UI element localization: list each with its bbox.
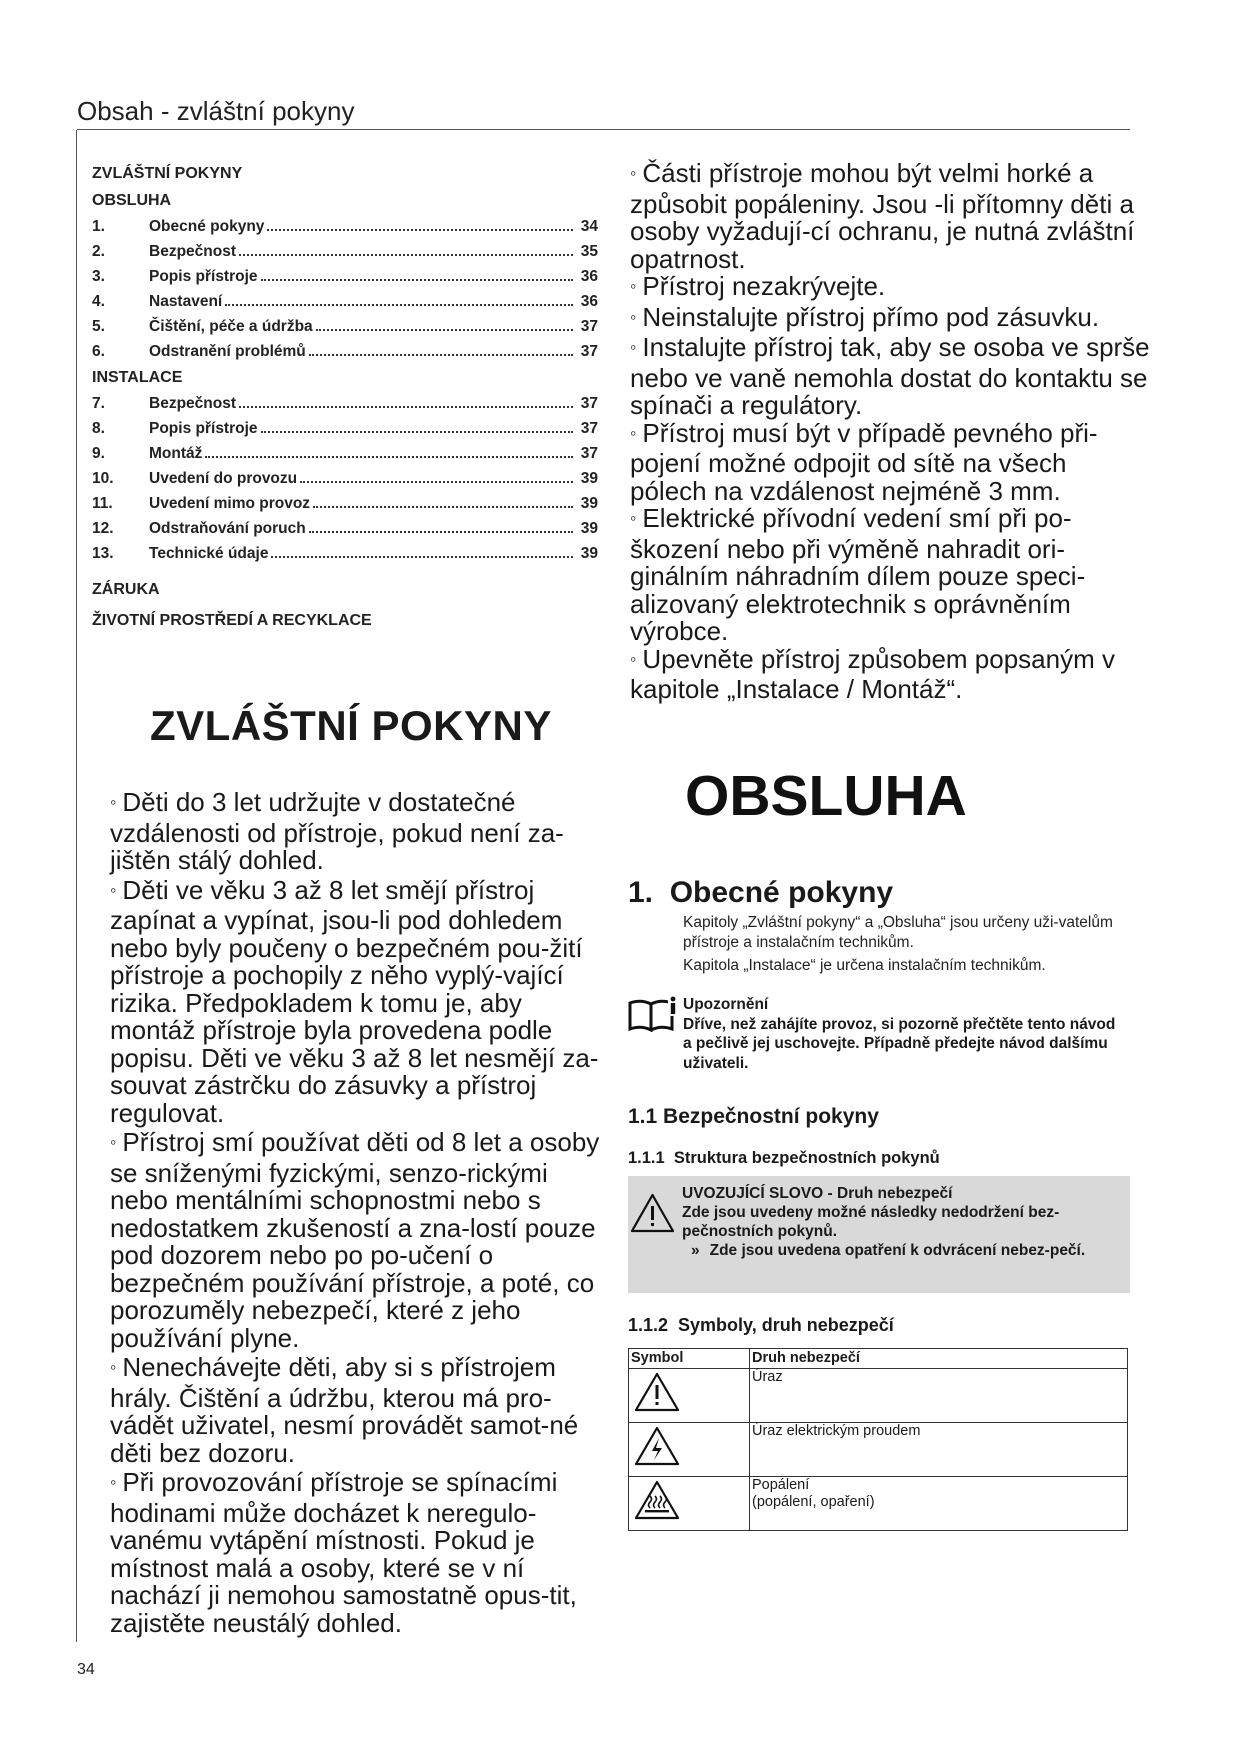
hazard-label: Úraz: [752, 1369, 783, 1385]
bullet-marker: ◦: [630, 648, 637, 669]
section-1-paragraph-2: Kapitola „Instalace“ je určena instalačním technikům.: [683, 957, 1046, 974]
toc-item-page: 37: [580, 318, 598, 335]
toc-item-number: 7.: [92, 395, 105, 412]
toc-leader-dots: [300, 467, 573, 483]
hazard-cell: [750, 1369, 1128, 1423]
toc-item-title: Uvedení do provozu: [149, 470, 298, 487]
list-item-text: Instalujte přístroj tak, aby se osoba ve sprše nebo ve vaně nemohla dostat do kontaktu se spínači a regulátory.: [630, 332, 1150, 420]
bullet-marker: ◦: [110, 879, 117, 900]
toc-item-title: Montáž: [149, 445, 203, 462]
info-book-icon: [627, 996, 679, 1032]
bullet-marker: ◦: [110, 1132, 117, 1152]
toc-item-title: Popis přístroje: [149, 268, 258, 285]
toc-item[interactable]: [92, 239, 598, 264]
toc-item-number: 8.: [92, 420, 105, 437]
warning-measure-text: Zde jsou uvedena opatření k odvrácení nebez-pečí.: [709, 1242, 1086, 1259]
toc-item[interactable]: [92, 264, 598, 289]
toc-item-page: 35: [580, 243, 598, 260]
list-item: [110, 874, 610, 1128]
table-row: [629, 1369, 1128, 1423]
toc-section-environment[interactable]: ŽIVOTNÍ PROSTŘEDÍ A RECYKLACE: [92, 612, 372, 629]
operation-title: OBSLUHA: [685, 764, 967, 828]
toc-leader-dots: [239, 392, 573, 408]
special-instructions-right-list: [630, 160, 1150, 704]
page-number: 34: [77, 1661, 95, 1678]
toc-item-number: 4.: [92, 293, 105, 310]
warning-measure: [682, 1241, 1122, 1260]
toc-item-title: Popis přístroje: [149, 420, 258, 437]
list-item: [110, 1354, 610, 1467]
bullet-marker: ◦: [630, 508, 637, 528]
bullet-marker: ◦: [630, 163, 637, 183]
list-item-text: Části přístroje mohou být velmi horké a způsobit popáleniny. Jsou -li přítomny děti a osoby vyžadují-cí ochranu, je nutná zvláštní opatrnost.: [630, 158, 1135, 274]
toc-item-number: 1.: [92, 218, 105, 235]
symbols-table: [628, 1348, 1128, 1531]
bullet-marker: ◦: [110, 792, 117, 812]
symbols-table-header-symbol: Symbol: [629, 1349, 750, 1369]
toc-leader-dots: [261, 417, 573, 433]
toc-item-number: 9.: [92, 445, 105, 462]
toc-item-number: 2.: [92, 243, 105, 260]
symbols-table-header-hazard: Druh nebezpečí: [750, 1349, 1128, 1369]
toc-leader-dots: [267, 215, 573, 231]
list-item: [630, 417, 1150, 506]
toc-item[interactable]: [92, 466, 598, 491]
toc-section-installation[interactable]: INSTALACE: [92, 369, 183, 386]
toc-item[interactable]: [92, 541, 598, 566]
toc-item-number: 12.: [92, 520, 114, 537]
toc-leader-dots: [205, 442, 573, 458]
toc-leader-dots: [225, 290, 573, 306]
list-item: [630, 643, 1150, 704]
toc-item-page: 36: [580, 268, 598, 285]
toc-item-title: Technické údaje: [149, 545, 269, 562]
list-item-text: Upevněte přístroj způsobem popsaným v kapitole „Instalace / Montáž“.: [630, 643, 1115, 704]
toc-item-page: 37: [580, 395, 598, 412]
symbol-cell: [629, 1423, 750, 1477]
toc-item-page: 39: [580, 495, 598, 512]
toc-item[interactable]: [92, 441, 598, 466]
list-item-text: Přístroj musí být v případě pevného při-pojení možné odpojit od sítě na všech pólech na vzdálenost nejméně 3 mm.: [630, 417, 1098, 506]
list-item: [110, 1469, 610, 1637]
list-item: [110, 789, 610, 875]
list-item-text: Děti do 3 let udržujte v dostatečné vzdálenosti od přístroje, pokud není za-jištěn stálý dohled.: [110, 787, 564, 875]
toc-item[interactable]: [92, 314, 598, 339]
hazard-label: Úraz elektrickým proudem: [752, 1423, 921, 1439]
table-row: [629, 1477, 1128, 1531]
hazard-note: (popálení, opaření): [752, 1494, 875, 1510]
toc-item[interactable]: [92, 289, 598, 314]
toc-item-page: 39: [580, 520, 598, 537]
toc-item[interactable]: [92, 339, 598, 364]
left-margin-divider: [76, 130, 77, 1642]
section-1-paragraph-1: Kapitoly „Zvláštní pokyny“ a „Obsluha“ jsou určeny uži-vatelům přístroje a instalačním technikům.: [683, 914, 1113, 951]
toc-leader-dots: [271, 542, 573, 558]
toc-item-page: 37: [580, 343, 598, 360]
toc-section-operation[interactable]: OBSLUHA: [92, 192, 172, 209]
toc-item-page: 36: [580, 293, 598, 310]
list-item: [110, 1129, 610, 1352]
note-block: [683, 995, 1123, 1073]
toc-section-warranty[interactable]: ZÁRUKA: [92, 581, 160, 598]
toc-section-special[interactable]: ZVLÁŠTNÍ POKYNY: [92, 165, 243, 182]
note-text: Dříve, než zahájíte provoz, si pozorně přečtěte tento návod a pečlivě jej uschovejte. Případně předejte návod dalšímu uživateli.: [683, 1015, 1116, 1072]
bullet-marker: ◦: [110, 1357, 117, 1377]
list-item-text: Nenechávejte děti, aby si s přístrojem hrály. Čištění a údržbu, kterou má pro-vádět uživatel, nesmí provádět samot-né děti bez dozoru.: [110, 1352, 579, 1468]
symbol-cell: [629, 1369, 750, 1423]
toc-item-page: 37: [580, 445, 598, 462]
toc-item-number: 3.: [92, 268, 105, 285]
list-item: [630, 505, 1150, 646]
toc-item-page: 34: [580, 218, 598, 235]
list-item: [630, 334, 1150, 420]
list-item-text: Elektrické přívodní vedení smí při po-škození nebo při výměně nahradit ori-ginálním náhradním dílem pouze speci-alizovaný elektrotechnik s oprávněním výrobce.: [630, 503, 1086, 646]
list-item: [630, 301, 1150, 335]
bullet-marker: ◦: [630, 276, 637, 296]
hazard-cell: [750, 1477, 1128, 1531]
toc-item[interactable]: [92, 391, 598, 416]
list-item: [630, 160, 1150, 273]
toc-item-page: 39: [580, 470, 598, 487]
toc-item[interactable]: [92, 416, 598, 441]
bullet-marker: ◦: [630, 306, 637, 327]
toc-item-title: Bezpečnost: [149, 243, 236, 260]
toc-item-number: 11.: [92, 495, 113, 512]
toc-item-title: Nastavení: [149, 293, 223, 310]
toc-leader-dots: [313, 492, 573, 508]
toc-leader-dots: [309, 340, 573, 356]
page-header-title: Obsah - zvláštní pokyny: [77, 96, 355, 126]
toc-item[interactable]: [92, 516, 598, 541]
toc-item-title: Odstranění problémů: [149, 343, 306, 360]
section-1-1-2-heading: 1.1.2 Symboly, druh nebezpečí: [628, 1315, 894, 1335]
table-of-contents: [92, 160, 598, 636]
toc-item-page: 37: [580, 420, 598, 437]
electric-shock-icon: [634, 1425, 680, 1467]
toc-item-title: Uvedení mimo provoz: [149, 495, 311, 512]
symbol-cell: [629, 1477, 750, 1531]
list-item-text: Neinstalujte přístroj přímo pod zásuvku.: [642, 301, 1100, 332]
special-instructions-left-list: [110, 789, 610, 1639]
header-divider: [77, 129, 1130, 130]
toc-item-page: 39: [580, 545, 598, 562]
hazard-label: Popálení: [752, 1477, 810, 1493]
toc-leader-dots: [261, 265, 573, 281]
warning-triangle-icon: [634, 1371, 680, 1413]
hazard-cell: [750, 1423, 1128, 1477]
toc-item-title: Obecné pokyny: [149, 218, 265, 235]
toc-item-number: 13.: [92, 545, 114, 562]
list-item-text: Přístroj nezakrývejte.: [642, 271, 886, 301]
measure-marker: »: [691, 1242, 700, 1259]
toc-leader-dots: [239, 240, 573, 256]
bullet-marker: ◦: [630, 422, 637, 443]
list-item: [630, 273, 1150, 304]
note-title: Upozornění: [683, 996, 769, 1013]
toc-item[interactable]: [92, 491, 598, 516]
toc-item[interactable]: [92, 214, 598, 239]
list-item-text: Přístroj smí používat děti od 8 let a osoby se sníženými fyzickými, senzo-rickými nebo mentálními schopnostmi nebo s nedostatkem zkušeností a zna-lostí pouze pod dozorem nebo po po-učení o bezpečném používání přístroje, a poté, co porozuměly nebezpečí, které z jeho používání plyne.: [110, 1127, 600, 1353]
toc-leader-dots: [316, 315, 573, 331]
warning-structure-text: [682, 1184, 1122, 1260]
special-instructions-title: ZVLÁŠTNÍ POKYNY: [150, 702, 552, 749]
bullet-marker: ◦: [630, 337, 637, 357]
toc-item-number: 5.: [92, 318, 105, 335]
section-1-1-1-heading: 1.1.1 Struktura bezpečnostních pokynů: [628, 1149, 940, 1167]
toc-item-title: Odstraňování poruch: [149, 520, 306, 537]
toc-item-number: 6.: [92, 343, 105, 360]
bullet-marker: ◦: [110, 1472, 117, 1492]
section-1-heading: 1. Obecné pokyny: [628, 876, 894, 909]
list-item-text: Při provozování přístroje se spínacími hodinami může docházet k neregulo-vanému vytápění místnosti. Pokud je místnost malá a osoby, které se v ní nachází ji nemohou samostatně opus-tit, zajistěte neustálý dohled.: [110, 1467, 577, 1638]
table-row: [629, 1423, 1128, 1477]
warning-consequences: Zde jsou uvedeny možné následky nedodržení bez-pečnostních pokynů.: [682, 1204, 1060, 1240]
toc-item-number: 10.: [92, 470, 114, 487]
hot-surface-icon: [634, 1479, 680, 1521]
list-item-text: Děti ve věku 3 až 8 let smějí přístroj zapínat a vypínat, jsou-li pod dohledem nebo byly poučeny o bezpečném pou-žití přístroje a pochopily z něho vyplý-vající rizika. Předpokladem k tomu je, aby montáž přístroje byla provedena podle popisu. Děti ve věku 3 až 8 let nesmějí za-souvat zástrčku do zásuvky a přístroj regulovat.: [110, 874, 599, 1128]
warning-triangle-icon: [630, 1193, 675, 1233]
toc-item-title: Čištění, péče a údržba: [149, 318, 313, 335]
toc-leader-dots: [309, 517, 573, 533]
section-1-1-heading: 1.1 Bezpečnostní pokyny: [628, 1105, 879, 1128]
warning-title: UVOZUJÍCÍ SLOVO - Druh nebezpečí: [682, 1185, 953, 1202]
toc-item-title: Bezpečnost: [149, 395, 236, 412]
